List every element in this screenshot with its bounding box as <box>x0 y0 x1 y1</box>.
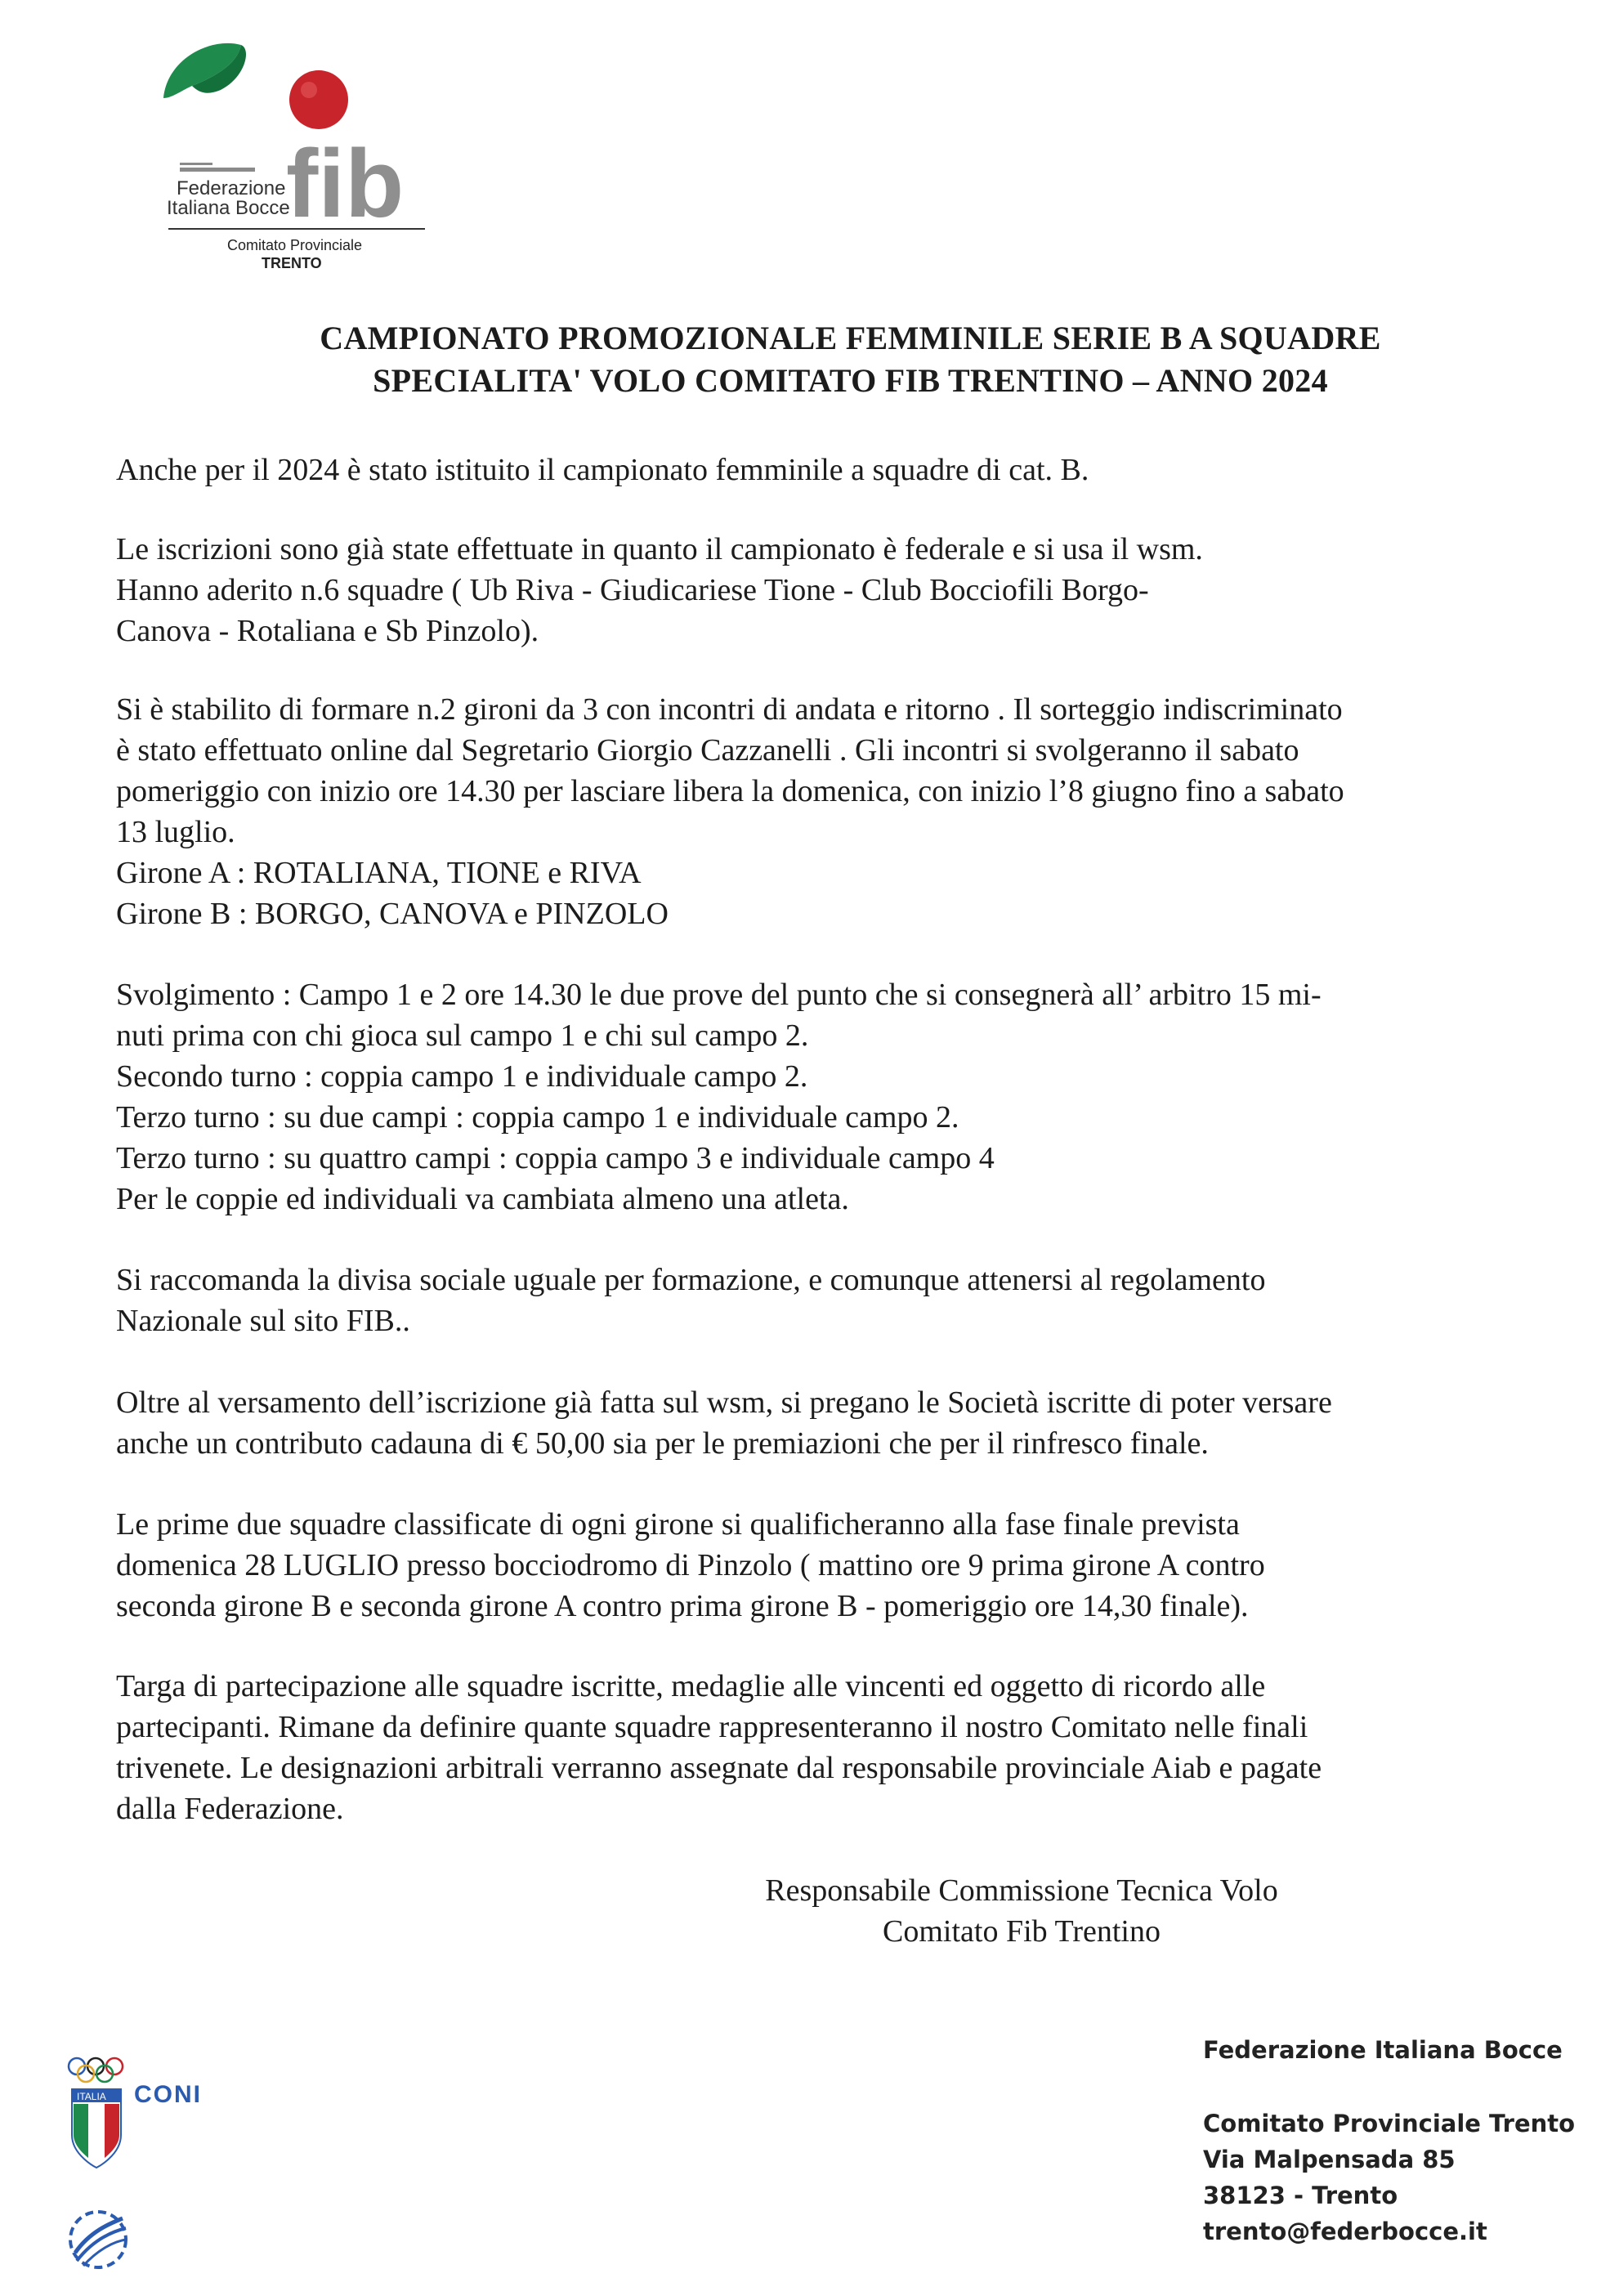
text-line: Terzo turno : su quattro campi : coppia campo 3 e individuale campo 4 <box>116 1141 995 1175</box>
logo-line2: Italiana Bocce <box>167 197 290 219</box>
signature-line-2: Comitato Fib Trentino <box>883 1914 1161 1949</box>
coni-badge-text: ITALIA <box>77 2091 106 2102</box>
paragraph-fase-finale <box>116 1504 1538 1627</box>
text-line: Si è stabilito di formare n.2 gironi da 3 con incontri di andata e ritorno . Il sorteggio indiscriminato <box>116 692 1343 727</box>
paragraph-gironi <box>116 689 1538 934</box>
text-line: nuti prima con chi gioca sul campo 1 e chi sul campo 2. <box>116 1018 809 1053</box>
logo-line1: Federazione <box>177 177 286 199</box>
text-line: anche un contributo cadauna di € 50,00 sia per le premiazioni che per il rinfresco finale. <box>116 1426 1209 1461</box>
signature-block <box>695 1870 1348 1952</box>
fib-logo <box>155 33 449 278</box>
title-line-2: SPECIALITA' VOLO COMITATO FIB TRENTINO – ANNO 2024 <box>373 362 1328 399</box>
coni-emblem <box>65 2053 229 2176</box>
text-line: partecipanti. Rimane da definire quante squadre rappresenteranno il nostro Comitato nelle finali <box>116 1710 1308 1744</box>
text-line: domenica 28 LUGLIO presso bocciodromo di Pinzolo ( mattino ore 9 prima girone A contro <box>116 1548 1265 1582</box>
text-line: Nazionale sul sito FIB.. <box>116 1304 410 1338</box>
footer-committee: Comitato Provinciale Trento <box>1203 2110 1576 2137</box>
text-line: Le iscrizioni sono già state effettuate in quanto il campionato è federale e si usa il wsm. <box>116 532 1203 566</box>
footer-email[interactable]: trento@federbocce.it <box>1203 2218 1487 2245</box>
fib-brand-text: fib <box>286 130 405 238</box>
title-line-1: CAMPIONATO PROMOZIONALE FEMMINILE SERIE B A SQUADRE <box>320 320 1381 356</box>
logo-sub2: TRENTO <box>262 255 322 271</box>
text-line: trivenete. Le designazioni arbitrali verranno assegnate dal responsabile provinciale Aiab e pagate <box>116 1751 1322 1785</box>
text-line: Anche per il 2024 è stato istituito il campionato femminile a squadre di cat. B. <box>116 453 1089 487</box>
signature-line-1: Responsabile Commissione Tecnica Volo <box>765 1873 1278 1908</box>
paragraph-iscrizioni <box>116 529 1538 651</box>
paragraph-divisa <box>116 1260 1538 1341</box>
footer-city: 38123 - Trento <box>1203 2182 1398 2209</box>
fib-swirl-icon <box>65 2207 147 2272</box>
coni-label: CONI <box>134 2081 202 2108</box>
paragraph-svolgimento <box>116 974 1538 1220</box>
text-line: Le prime due squadre classificate di ogni girone si qualificheranno alla fase finale prevista <box>116 1507 1240 1542</box>
coni-logo <box>65 2053 229 2176</box>
text-line: Per le coppie ed individuali va cambiata almeno una atleta. <box>116 1182 849 1216</box>
text-line: Targa di partecipazione alle squadre iscritte, medaglie alle vincenti ed oggetto di ricordo alle <box>116 1669 1266 1703</box>
text-line: Si raccomanda la divisa sociale uguale per formazione, e comunque attenersi al regolamento <box>116 1263 1266 1297</box>
paragraph-intro <box>116 450 1538 490</box>
logo-sub1: Comitato Provinciale <box>227 237 363 253</box>
footer-org: Federazione Italiana Bocce <box>1203 2036 1563 2064</box>
girone-a: Girone A : ROTALIANA, TIONE e RIVA <box>116 856 642 890</box>
text-line: Svolgimento : Campo 1 e 2 ore 14.30 le due prove del punto che si consegnerà all’ arbitro 15 mi- <box>116 978 1322 1012</box>
paragraph-premiazioni <box>116 1666 1538 1829</box>
text-line: Secondo turno : coppia campo 1 e individuale campo 2. <box>116 1059 808 1094</box>
text-line: Oltre al versamento dell’iscrizione già fatta sul wsm, si pregano le Società iscritte di poter versare <box>116 1385 1332 1420</box>
text-line: Hanno aderito n.6 squadre ( Ub Riva - Giudicariese Tione - Club Bocciofili Borgo- <box>116 573 1149 607</box>
text-line: dalla Federazione. <box>116 1792 344 1826</box>
text-line: Canova - Rotaliana e Sb Pinzolo). <box>116 614 539 648</box>
footer-address: Via Malpensada 85 <box>1203 2146 1456 2173</box>
text-line: pomeriggio con inizio ore 14.30 per lasciare libera la domenica, con inizio l’8 giugno fino a sabato <box>116 774 1344 808</box>
text-line: 13 luglio. <box>116 815 235 849</box>
text-line: è stato effettuato online dal Segretario Giorgio Cazzanelli . Gli incontri si svolgeranno il sabato <box>116 733 1299 768</box>
text-line: Terzo turno : su due campi : coppia campo 1 e individuale campo 2. <box>116 1100 959 1135</box>
fib-logo-graphic <box>155 33 449 278</box>
girone-b: Girone B : BORGO, CANOVA e PINZOLO <box>116 897 669 931</box>
paragraph-versamento <box>116 1382 1538 1464</box>
text-line: seconda girone B e seconda girone A contro prima girone B - pomeriggio ore 14,30 finale). <box>116 1589 1249 1623</box>
